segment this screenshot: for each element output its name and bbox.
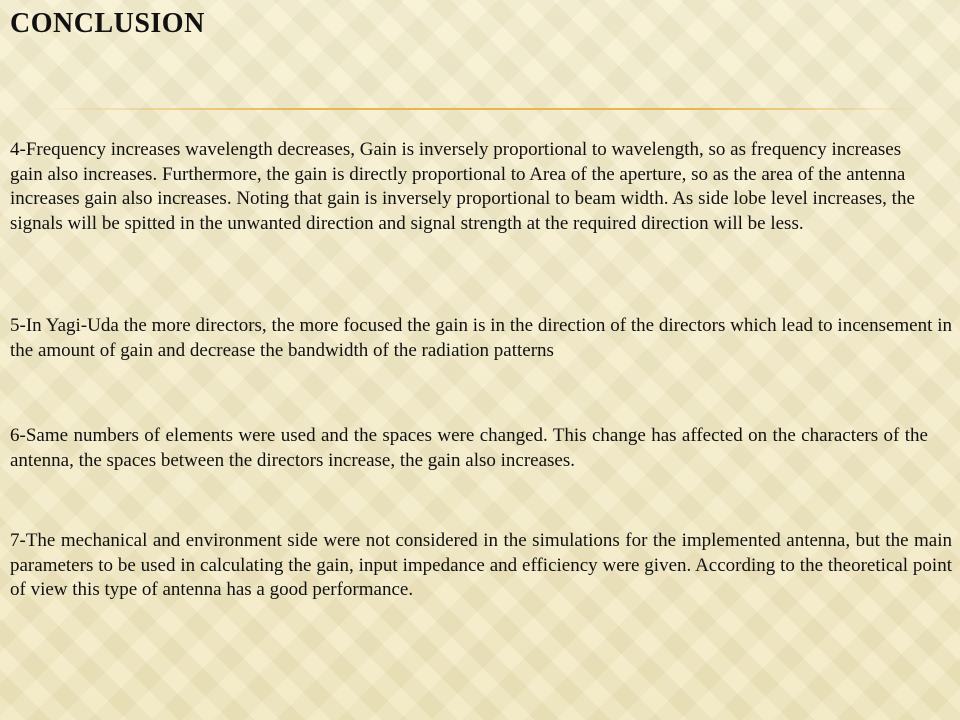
conclusion-point-5: 5-In Yagi-Uda the more directors, the more focused the gain is in the direction of the directors which lead to incensement in the amount of gain and decrease the bandwidth of the radiation patterns [10,315,952,361]
page-title: CONCLUSION [10,8,205,39]
conclusion-point-6: 6-Same numbers of elements were used and the spaces were changed. This change has affected on the characters of the antenna, the spaces between the directors increase, the gain also increases. [10,425,928,471]
conclusion-point-7: 7-The mechanical and environment side were not considered in the simulations for the implemented antenna, but the main parameters to be used in calculating the gain, input impedance and efficiency were given. According to the theoretical point of view this type of antenna has a good performance. [10,530,952,600]
title-divider [40,108,920,110]
conclusion-point-4: 4-Frequency increases wavelength decreases, Gain is inversely proportional to wavelength, so as frequency increases gain also increases. Furthermore, the gain is directly proportional to Area of the aperture, so as the area of the antenna increases gain also increases. Noting that gain is inversely proportional to beam width. As side lobe level increases, the signals will be spitted in the unwanted direction and signal strength at the required direction will be less. [10,139,915,234]
